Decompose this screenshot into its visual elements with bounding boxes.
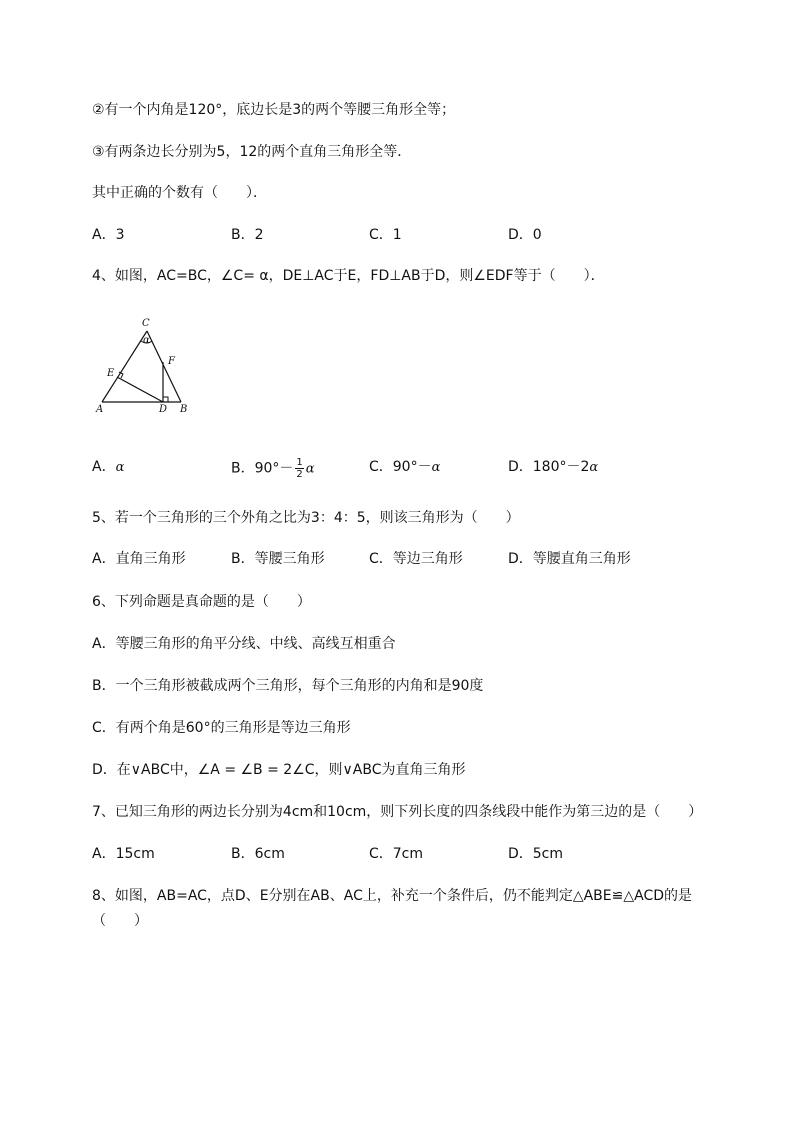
q4-option-a-expr: α: [115, 460, 125, 475]
q7-option-d[interactable]: D．5cm: [508, 846, 564, 862]
q3-options: [92, 225, 712, 245]
fraction-denominator: 2: [296, 469, 303, 480]
label-alpha: α: [143, 335, 150, 346]
q4-option-d[interactable]: [508, 457, 598, 478]
q6-option-a[interactable]: A．等腰三角形的角平分线、中线、高线互相重合: [92, 636, 396, 652]
fraction-numerator: 1: [296, 457, 303, 468]
q4-option-b-letter: B．90°－: [231, 460, 294, 477]
question-prompt: 其中正确的个数有（ ）．: [92, 185, 267, 201]
q4-option-b-expr: α: [305, 461, 315, 477]
q4-option-c[interactable]: [369, 457, 440, 478]
q3-option-d[interactable]: D．0: [508, 227, 542, 243]
label-f: F: [168, 356, 175, 367]
q5-option-b[interactable]: B．等腰三角形: [231, 551, 325, 567]
q5-option-a[interactable]: A．直角三角形: [92, 551, 186, 567]
q4-option-a[interactable]: [92, 457, 124, 478]
q7-stem: 7、已知三角形的两边长分别为4cm和10cm，则下列长度的四条线段中能作为第三边的是（ ）: [92, 804, 703, 820]
q6-option-c[interactable]: C．有两个角是60°的三角形是等边三角形: [92, 720, 351, 736]
q4-stem: 4、如图，AC=BC，∠C= α，DE⊥AC于E，FD⊥AB于D，则∠EDF等于（ ）．: [92, 268, 605, 284]
q7-option-c[interactable]: C．7cm: [369, 846, 424, 862]
q3-option-a[interactable]: A．3: [92, 227, 125, 243]
label-c: C: [142, 318, 150, 329]
q4-option-d-expr: α: [589, 460, 599, 475]
q5-stem: 5、若一个三角形的三个外角之比为3：4：5，则该三角形为（ ）: [92, 510, 520, 526]
q3-option-c[interactable]: C．1: [369, 227, 402, 243]
q5-options: [92, 549, 712, 569]
statement-3: ③有两条边长分别为5，12的两个直角三角形全等．: [92, 144, 412, 160]
q4-option-a-letter: A．: [92, 459, 116, 475]
label-e: E: [107, 368, 115, 379]
label-d: D: [159, 404, 168, 415]
q6-stem: 6、下列命题是真命题的是（ ）: [92, 594, 311, 610]
q8-stem: 8、如图，AB=AC，点D、E分别在AB、AC上，补充一个条件后，仍不能判定△ABE≌△ACD的是: [92, 888, 693, 904]
q5-option-d[interactable]: D．等腰直角三角形: [508, 551, 631, 567]
q6-option-b[interactable]: B．一个三角形被截成两个三角形，每个三角形的内角和是90度: [92, 678, 484, 694]
one-half-fraction: [295, 457, 303, 480]
q7-options: [92, 844, 712, 864]
q6-option-d[interactable]: D．在∨ABC中，∠A = ∠B = 2∠C，则∨ABC为直角三角形: [92, 762, 466, 778]
q5-option-c[interactable]: C．等边三角形: [369, 551, 463, 567]
label-b: B: [180, 404, 188, 415]
q4-option-b[interactable]: [231, 457, 315, 480]
q7-option-a[interactable]: A．15cm: [92, 846, 155, 862]
q4-options: [92, 457, 712, 480]
q4-option-c-letter: C．90°－: [369, 459, 432, 475]
statement-2: ②有一个内角是120°，底边长是3的两个等腰三角形全等；: [92, 102, 456, 118]
q8-answer-paren: （ ）: [92, 913, 148, 929]
q7-option-b[interactable]: B．6cm: [231, 846, 285, 862]
q4-option-c-expr: α: [431, 460, 441, 475]
q4-option-d-letter: D．180°－2: [508, 459, 590, 475]
q3-option-b[interactable]: B．2: [231, 227, 264, 243]
q4-triangle-figure: [90, 312, 200, 418]
label-a: A: [96, 404, 104, 415]
